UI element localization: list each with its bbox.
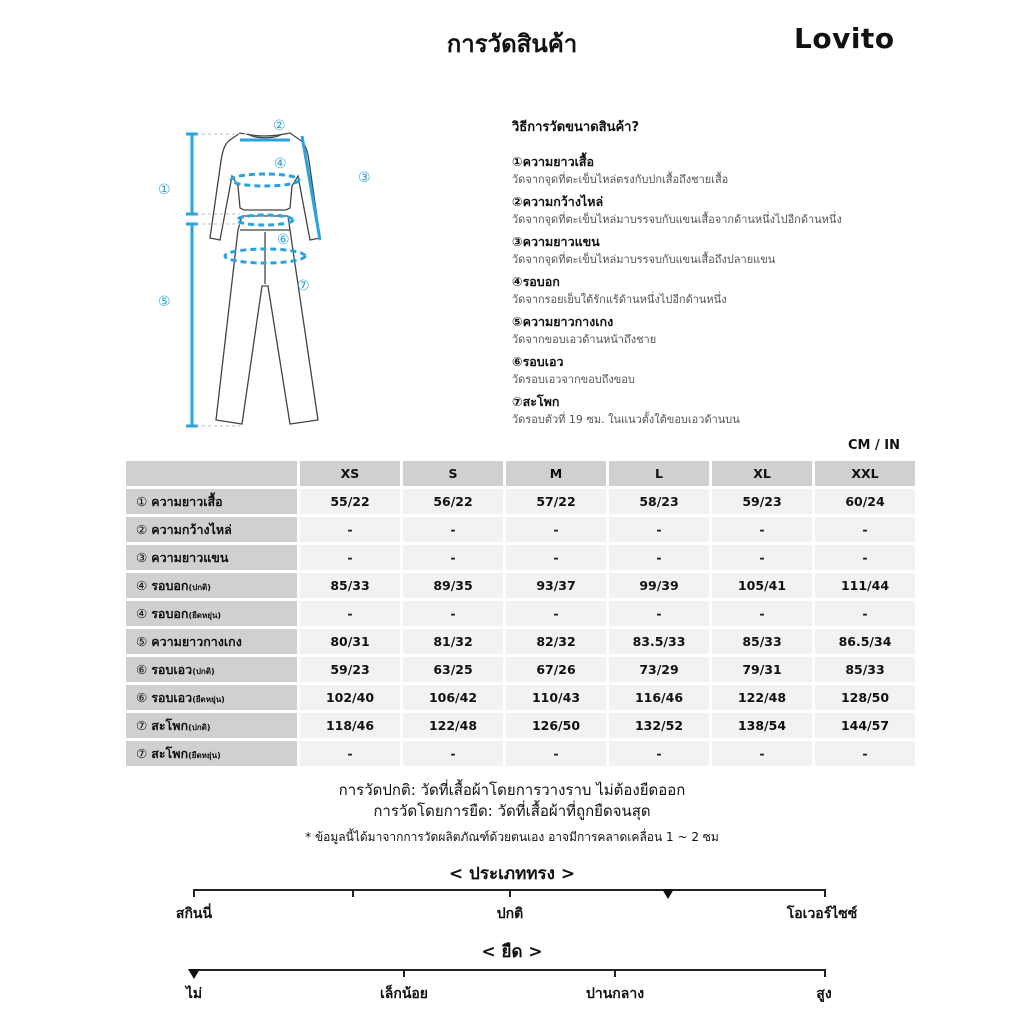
table-cell: 82/32	[506, 629, 606, 654]
size-header-xs: XS	[300, 461, 400, 486]
size-header-l: L	[609, 461, 709, 486]
size-header-xl: XL	[712, 461, 812, 486]
stretch-scale-line	[193, 969, 826, 971]
table-cell: 73/29	[609, 657, 709, 682]
unit-label: CM / IN	[848, 438, 900, 453]
note-stretch-measure: การวัดโดยการยืด: วัดที่เสื้อผ้าที่ถูกยืดจนสุด	[373, 802, 651, 820]
table-cell: -	[712, 601, 812, 626]
guide-item-name: ③ความยาวแขน	[512, 234, 600, 249]
table-cell: -	[506, 741, 606, 766]
guide-item	[512, 273, 932, 309]
table-cell: 81/32	[403, 629, 503, 654]
table-cell: -	[815, 601, 915, 626]
stretch-scale-title: < ยืด >	[481, 942, 543, 962]
guide-item-desc: วัดจากจุดที่ตะเข็บไหล่มาบรรจบกับแขนเสื้อถึงปลายแขน	[512, 253, 776, 266]
table-row	[126, 713, 915, 738]
brand-logo: Lovito	[794, 22, 895, 55]
row-label-sub: (ปกติ)	[188, 582, 211, 592]
guide-item-name: ④รอบอก	[512, 274, 560, 289]
table-cell: -	[712, 741, 812, 766]
table-cell: 122/48	[712, 685, 812, 710]
table-cell: -	[300, 517, 400, 542]
diagram-label-1: ①	[158, 182, 171, 198]
guide-item	[512, 313, 932, 349]
guide-item-name: ⑦สะโพก	[512, 394, 560, 409]
stretch-label-medium: ปานกลาง	[585, 986, 645, 1002]
table-cell: 106/42	[403, 685, 503, 710]
table-cell: 126/50	[506, 713, 606, 738]
row-label-text: รอบอก	[151, 577, 189, 593]
table-cell: -	[712, 545, 812, 570]
table-cell: 67/26	[506, 657, 606, 682]
guide-item-desc: วัดจากจุดที่ตะเข็บไหล่มาบรรจบกับแขนเสื้อจากด้านหนึ่งไปอีกด้านหนึ่ง	[512, 213, 842, 226]
stretch-label-slight: เล็กน้อย	[379, 986, 429, 1002]
table-row	[126, 685, 915, 710]
table-cell: 60/24	[815, 489, 915, 514]
row-number: ⑦	[136, 717, 148, 733]
diagram-label-3: ③	[358, 170, 371, 186]
fit-tick	[193, 889, 195, 897]
row-number: ①	[136, 493, 148, 509]
size-header-m: M	[506, 461, 606, 486]
row-number: ⑤	[136, 633, 148, 649]
table-cell: -	[609, 517, 709, 542]
table-cell: -	[403, 601, 503, 626]
row-label	[126, 517, 297, 542]
stretch-label-high: สูง	[816, 986, 832, 1002]
guide-item	[512, 353, 932, 389]
row-number: ⑥	[136, 661, 148, 677]
table-cell: 59/23	[712, 489, 812, 514]
table-cell: -	[506, 545, 606, 570]
table-row	[126, 657, 915, 682]
guide-item-name: ⑤ความยาวกางเกง	[512, 314, 614, 329]
fit-marker	[662, 889, 674, 899]
table-cell: 80/31	[300, 629, 400, 654]
table-corner	[126, 461, 297, 486]
table-cell: -	[300, 741, 400, 766]
row-label	[126, 713, 297, 738]
table-cell: 102/40	[300, 685, 400, 710]
table-cell: 93/37	[506, 573, 606, 598]
row-label-text: รอบเอว	[151, 661, 193, 677]
note-normal-measure: การวัดปกติ: วัดที่เสื้อผ้าโดยการวางราบ ไม่ต้องยืดออก	[338, 781, 686, 799]
fit-scale-title: < ประเภททรง >	[448, 864, 576, 884]
table-row	[126, 517, 915, 542]
table-cell: -	[403, 741, 503, 766]
page-title: การวัดสินค้า	[446, 30, 578, 58]
row-label-text: รอบอก	[151, 605, 189, 621]
row-label-text: ความยาวกางเกง	[151, 633, 242, 649]
table-cell: 85/33	[712, 629, 812, 654]
table-row	[126, 601, 915, 626]
row-label	[126, 573, 297, 598]
guide-title: วิธีการวัดขนาดสินค้า?	[512, 120, 640, 135]
table-cell: 79/31	[712, 657, 812, 682]
guide-item-desc: วัดจากรอยเย็บใต้รักแร้ด้านหนึ่งไปอีกด้านหนึ่ง	[512, 293, 727, 306]
diagram-label-5: ⑤	[158, 294, 171, 310]
row-label-sub: (ยืดหยุ่น)	[188, 750, 221, 760]
dashed-guides	[196, 134, 250, 426]
table-cell: 105/41	[712, 573, 812, 598]
table-cell: -	[712, 517, 812, 542]
row-label-text: ความยาวแขน	[151, 549, 229, 565]
table-row	[126, 489, 915, 514]
table-cell: 118/46	[300, 713, 400, 738]
fit-label-skinny: สกินนี่	[175, 906, 213, 922]
guide-item-desc: วัดรอบตัวที่ 19 ซม. ในแนวตั้งใต้ขอบเอวด้านบน	[512, 413, 740, 426]
row-number: ⑦	[136, 745, 148, 761]
table-cell: 99/39	[609, 573, 709, 598]
table-cell: 55/22	[300, 489, 400, 514]
table-cell: -	[609, 741, 709, 766]
row-number: ④	[136, 605, 148, 621]
table-cell: 128/50	[815, 685, 915, 710]
row-label-text: รอบเอว	[151, 689, 193, 705]
table-cell: 58/23	[609, 489, 709, 514]
row-label	[126, 685, 297, 710]
row-label	[126, 741, 297, 766]
table-cell: -	[815, 545, 915, 570]
table-cell: -	[609, 601, 709, 626]
fit-label-oversize: โอเวอร์ไซซ์	[786, 906, 858, 922]
stretch-tick	[824, 969, 826, 977]
table-cell: 138/54	[712, 713, 812, 738]
table-cell: -	[815, 741, 915, 766]
row-label-sub: (ปกติ)	[192, 666, 215, 676]
table-cell: -	[506, 517, 606, 542]
row-label-sub: (ยืดหยุ่น)	[192, 694, 225, 704]
fit-tick	[352, 889, 354, 897]
note-disclaimer: * ข้อมูลนี้ได้มาจากการวัดผลิตภัณฑ์ด้วยตนเอง อาจมีการคลาดเคลื่อน 1 ~ 2 ซม	[305, 830, 719, 844]
row-label	[126, 657, 297, 682]
fit-tick	[824, 889, 826, 897]
stretch-tick	[614, 969, 616, 977]
garment-diagram	[140, 108, 390, 438]
row-label-text: สะโพก	[151, 745, 189, 761]
guide-item-desc: วัดรอบเอวจากขอบถึงขอบ	[512, 373, 635, 386]
guide-item	[512, 233, 932, 269]
table-row	[126, 545, 915, 570]
row-label-sub: (ยืดหยุ่น)	[188, 610, 222, 620]
table-cell: 57/22	[506, 489, 606, 514]
row-label-text: ความกว้างไหล่	[151, 521, 232, 537]
guide-item-desc: วัดจากขอบเอวด้านหน้าถึงชาย	[512, 333, 657, 346]
guide-item	[512, 153, 932, 189]
table-cell: 116/46	[609, 685, 709, 710]
table-cell: 144/57	[815, 713, 915, 738]
table-cell: 122/48	[403, 713, 503, 738]
fit-tick	[509, 889, 511, 897]
row-label-text: สะโพก	[151, 717, 189, 733]
row-label-text: ความยาวเสื้อ	[151, 493, 223, 509]
table-row	[126, 629, 915, 654]
stretch-tick	[403, 969, 405, 977]
table-cell: 56/22	[403, 489, 503, 514]
size-header-s: S	[403, 461, 503, 486]
table-row	[126, 573, 915, 598]
row-number: ④	[136, 577, 148, 593]
table-row	[126, 741, 915, 766]
stretch-label-none: ไม่	[185, 986, 203, 1002]
table-cell: -	[506, 601, 606, 626]
diagram-label-2: ②	[273, 118, 286, 134]
table-cell: -	[403, 545, 503, 570]
table-cell: 86.5/34	[815, 629, 915, 654]
row-number: ③	[136, 549, 148, 565]
table-cell: 63/25	[403, 657, 503, 682]
row-label	[126, 545, 297, 570]
table-cell: 110/43	[506, 685, 606, 710]
diagram-label-4: ④	[274, 156, 287, 172]
fit-label-regular: ปกติ	[496, 906, 524, 922]
diagram-label-7: ⑦	[297, 278, 310, 294]
table-cell: 59/23	[300, 657, 400, 682]
table-cell: 85/33	[300, 573, 400, 598]
row-label	[126, 489, 297, 514]
size-table	[123, 458, 918, 769]
table-cell: -	[815, 517, 915, 542]
row-number: ②	[136, 521, 148, 537]
table-cell: -	[609, 545, 709, 570]
table-cell: 111/44	[815, 573, 915, 598]
table-cell: 83.5/33	[609, 629, 709, 654]
table-cell: -	[403, 517, 503, 542]
guide-item-name: ①ความยาวเสื้อ	[512, 154, 594, 169]
diagram-label-6: ⑥	[277, 232, 290, 248]
row-label-sub: (ปกติ)	[188, 722, 211, 732]
guide-item	[512, 393, 932, 429]
table-cell: 85/33	[815, 657, 915, 682]
table-cell: 132/52	[609, 713, 709, 738]
table-cell: 89/35	[403, 573, 503, 598]
measurement-guide	[512, 116, 932, 433]
guide-item-name: ②ความกว้างไหล่	[512, 194, 604, 209]
stretch-marker	[188, 969, 200, 979]
guide-item	[512, 193, 932, 229]
table-cell: -	[300, 545, 400, 570]
guide-item-name: ⑥รอบเอว	[512, 354, 564, 369]
row-number: ⑥	[136, 689, 148, 705]
row-label	[126, 629, 297, 654]
row-label	[126, 601, 297, 626]
table-cell: -	[300, 601, 400, 626]
guide-item-desc: วัดจากจุดที่ตะเข็บไหล่ตรงกับปกเสื้อถึงชายเสื้อ	[512, 173, 729, 186]
size-header-xxl: XXL	[815, 461, 915, 486]
